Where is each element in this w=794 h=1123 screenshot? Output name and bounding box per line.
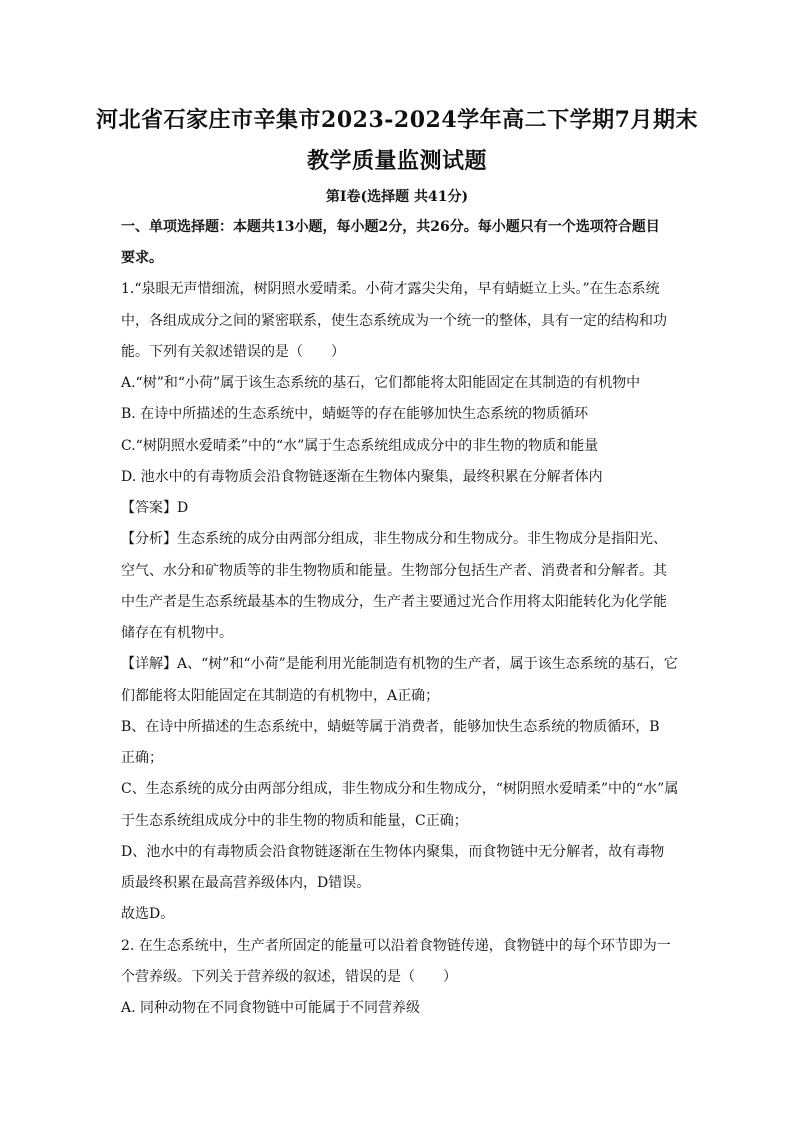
section-heading: 第Ⅰ卷(选择题 共41分) bbox=[325, 189, 469, 205]
question-1-stem: 1.“泉眼无声惜细流，树阴照水爱晴柔。小荷才露尖尖角，早有蜻蜓立上头。”在生态系统 bbox=[121, 281, 660, 297]
analysis-line: 储存在有机物中。 bbox=[121, 625, 233, 641]
analysis-line: 【分析】生态系统的成分由两部分组成，非生物成分和生物成分。非生物成分是指阳光、 bbox=[121, 531, 667, 547]
option-c: C.“树阴照水爱晴柔”中的“水”属于生态系统组成成分中的非生物的物质和能量 bbox=[121, 438, 599, 454]
explanation-line: 于生态系统组成成分中的非生物的物质和能量，C正确； bbox=[121, 813, 468, 829]
explanation-line: C、生态系统的成分由两部分组成，非生物成分和生物成分，“树阴照水爱晴柔”中的“水”属 bbox=[121, 781, 679, 797]
question-2-stem: 个营养级。下列关于营养级的叙述，错误的是（ ） bbox=[121, 969, 457, 985]
explanation-line: 正确； bbox=[121, 750, 163, 766]
analysis-line: 中生产者是生态系统最基本的生物成分，生产者主要通过光合作用将太阳能转化为化学能 bbox=[121, 594, 667, 610]
explanation-line: 们都能将太阳能固定在其制造的有机物中，A正确； bbox=[121, 688, 440, 704]
explanation-line: B、在诗中所描述的生态系统中，蜻蜓等属于消费者，能够加快生态系统的物质循环，B bbox=[121, 719, 660, 735]
explanation-line: D、池水中的有毒物质会沿食物链逐渐在生物体内聚集，而食物链中无分解者，故有毒物 bbox=[121, 844, 665, 860]
question-2-stem: 2. 在生态系统中，生产者所固定的能量可以沿着食物链传递，食物链中的每个环节即为一 bbox=[121, 938, 671, 954]
answer-line: 【答案】D bbox=[121, 500, 189, 516]
option-b: B. 在诗中所描述的生态系统中，蜻蜓等的存在能够加快生态系统的物质循环 bbox=[121, 406, 589, 422]
explanation-line: 【详解】A、“树”和“小荷”是能利用光能制造有机物的生产者，属于该生态系统的基石，它 bbox=[121, 656, 678, 672]
question-1-stem: 中，各组成成分之间的紧密联系，使生态系统成为一个统一的整体，具有一定的结构和功 bbox=[121, 313, 667, 329]
option-d: D. 池水中的有毒物质会沿食物链逐渐在生物体内聚集，最终积累在分解者体内 bbox=[121, 469, 603, 485]
instruction-line: 一、单项选择题：本题共13小题，每小题2分，共26分。每小题只有一个选项符合题目 bbox=[121, 219, 660, 235]
analysis-line: 空气、水分和矿物质等的非生物物质和能量。生物部分包括生产者、消费者和分解者。其 bbox=[121, 563, 667, 579]
option-a: A.“树”和“小荷”属于该生态系统的基石，它们都能将太阳能固定在其制造的有机物中 bbox=[121, 375, 641, 391]
document-title-line-2: 教学质量监测试题 bbox=[306, 148, 487, 174]
question-1-stem: 能。下列有关叙述错误的是（ ） bbox=[121, 344, 345, 360]
choice-line: 故选D。 bbox=[121, 906, 175, 922]
explanation-line: 质最终积累在最高营养级体内，D错误。 bbox=[121, 875, 371, 891]
instruction-line: 要求。 bbox=[121, 250, 163, 266]
document-title-line-1: 河北省石家庄市辛集市2023-2024学年高二下学期7月期末 bbox=[96, 107, 698, 133]
option-a: A. 同种动物在不同食物链中可能属于不同营养级 bbox=[121, 1000, 421, 1016]
